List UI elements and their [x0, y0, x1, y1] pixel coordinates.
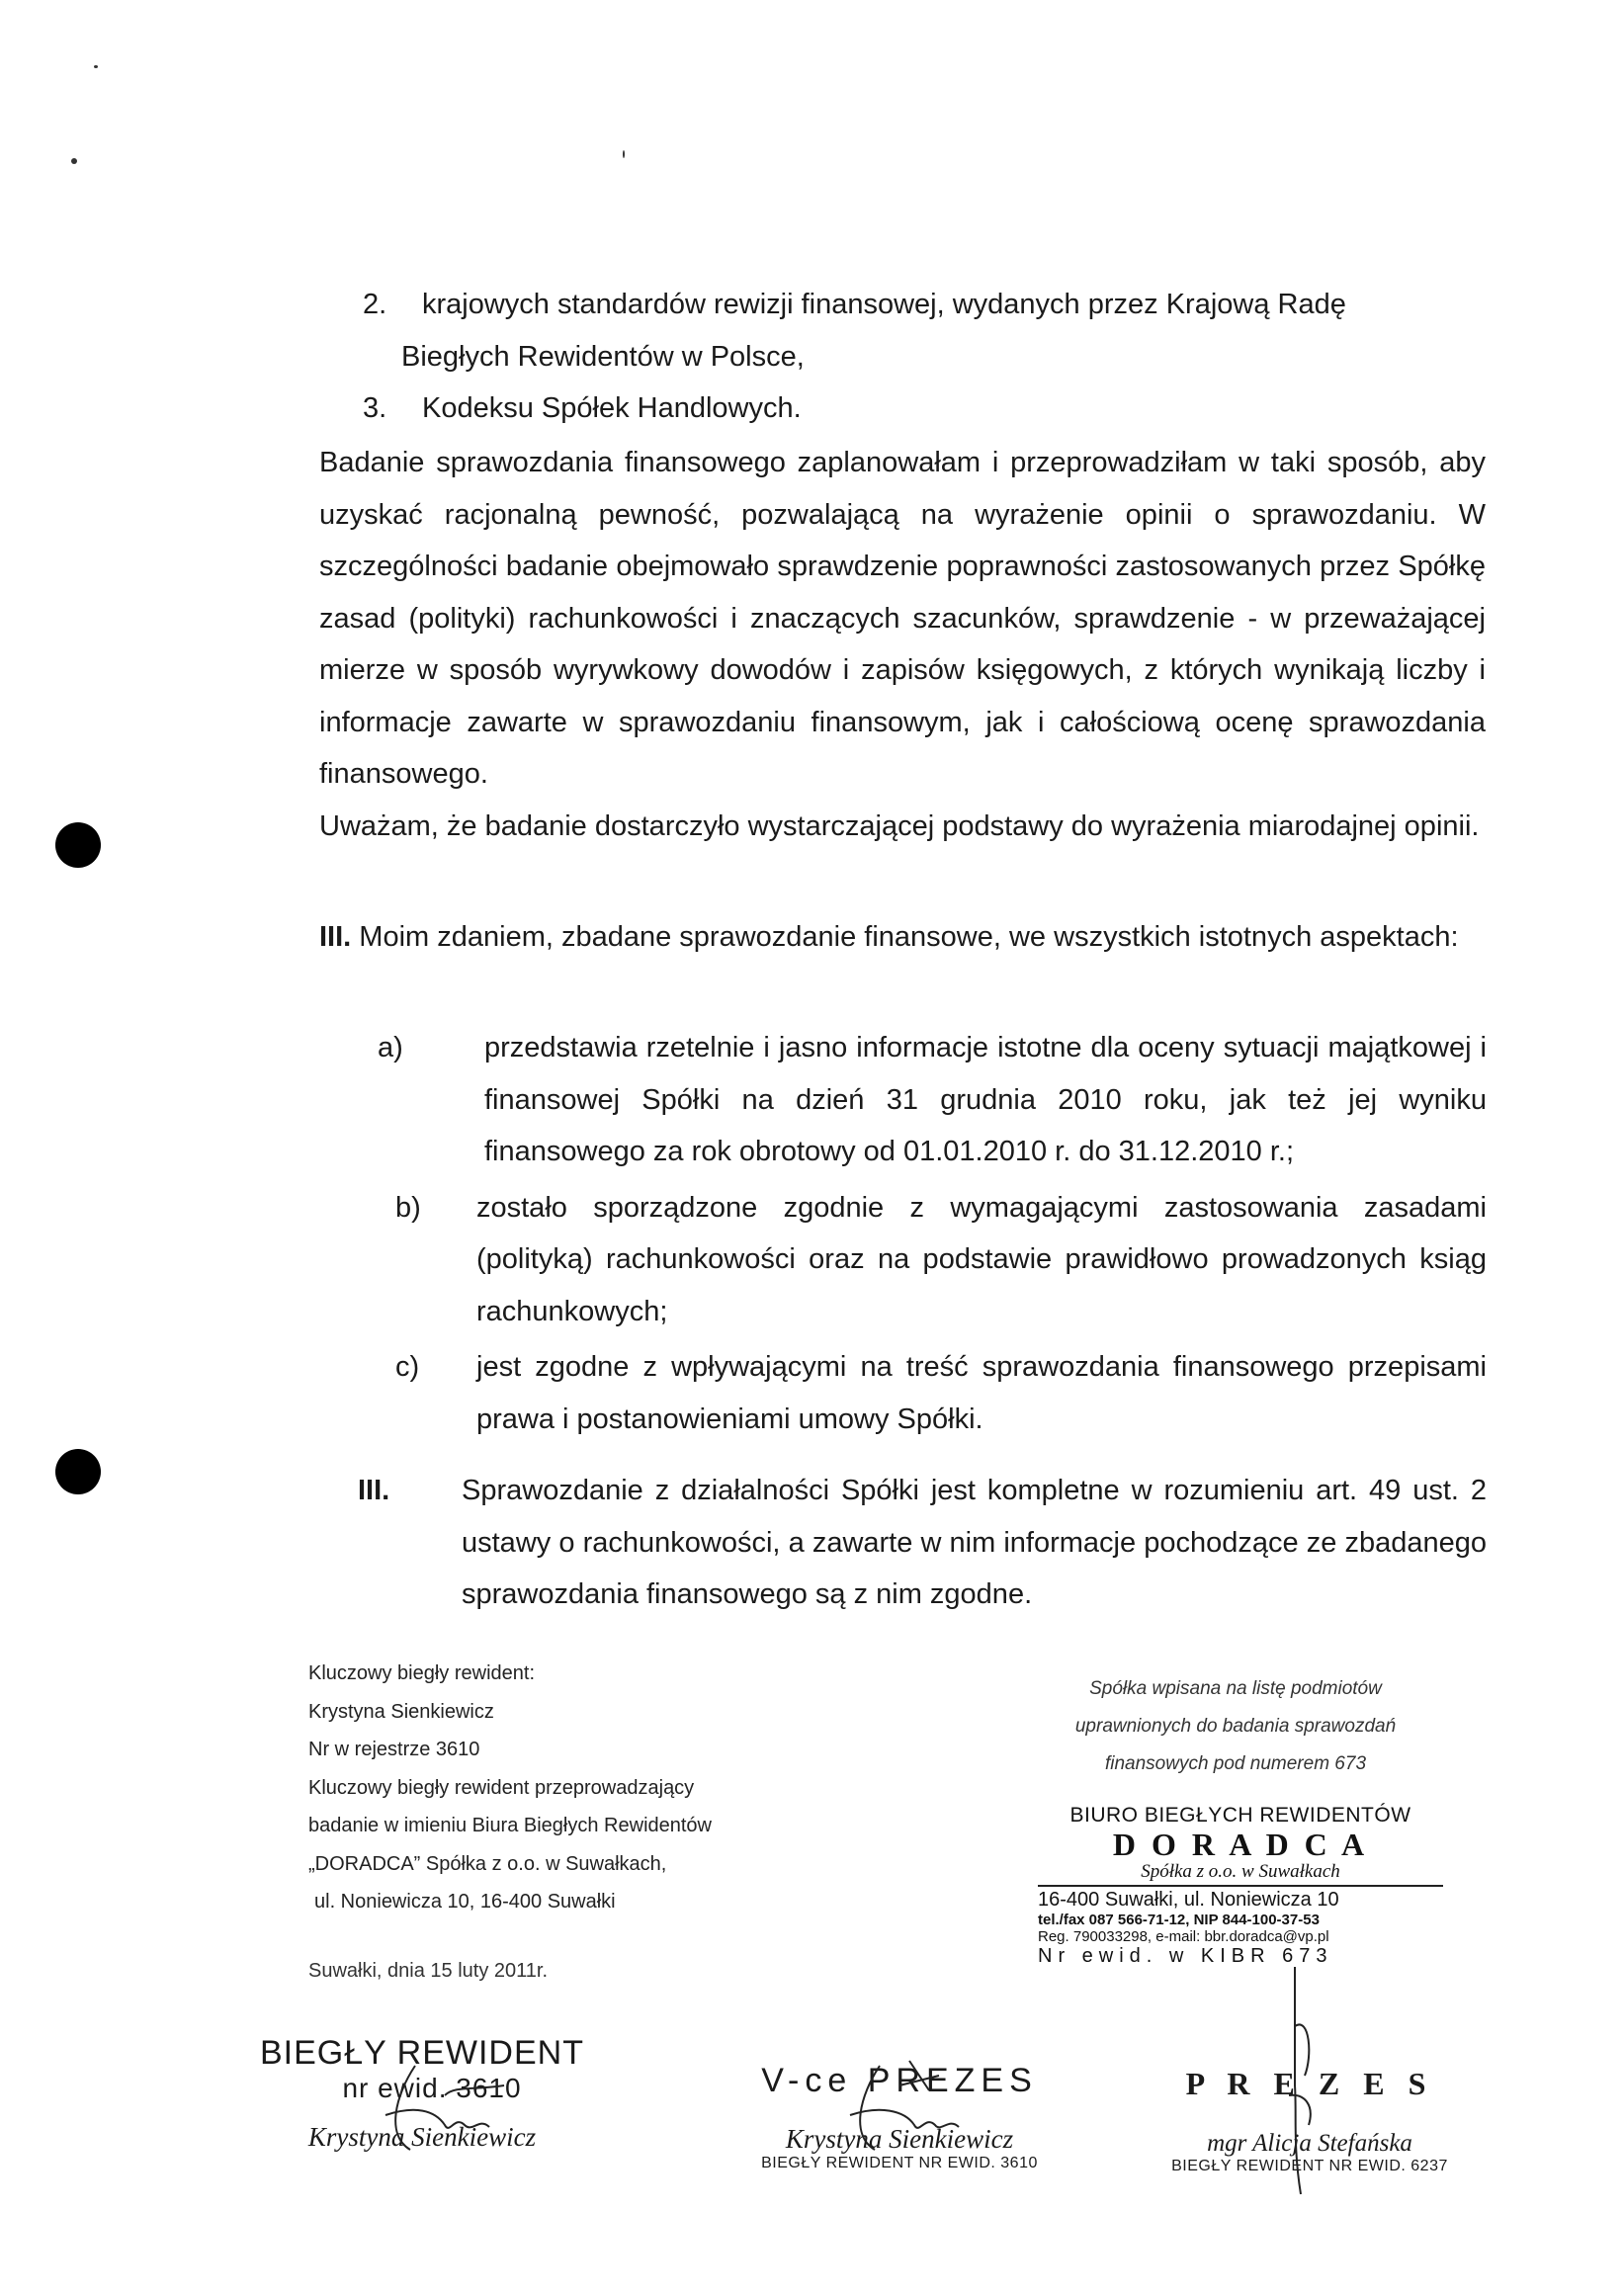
handwritten-signature	[356, 2056, 524, 2165]
punch-hole	[55, 822, 101, 868]
handwritten-signature	[1265, 1967, 1344, 2204]
opinion-section	[319, 911, 1486, 964]
opinion-point: a) przedstawia rzetelnie i jasno informacje istotne dla oceny sytuacji majątkowej i finansowej Spółki na dzień 31 grudnia 2010 roku, jak też jej wyniku finansowego za rok obrotowy od 01.01.2010 r. do 31.12.2010 r.;	[378, 1032, 1487, 1167]
management-report-section: III. Sprawozdanie z działalności Spółki jest kompletne w rozumieniu art. 49 ust. 2 ustawy o rachunkowości, a zawarte w nim informacje pochodzące ze zbadanego sprawozdania finansowego są z nim zgodne.	[358, 1475, 1487, 1610]
opinion-point: c) jest zgodne z wpływającymi na treść sprawozdania finansowego przepisami prawa i postanowieniami umowy Spółki.	[395, 1351, 1487, 1435]
handwritten-signature	[830, 2046, 998, 2165]
paragraph: Uważam, że badanie dostarczyło wystarczającej podstawy do wyrażenia miarodajnej opinii.	[319, 809, 1480, 842]
date-line: Suwałki, dnia 15 luty 2011r.	[308, 1960, 549, 1982]
list-item: 3. Kodeksu Spółek Handlowych.	[363, 392, 802, 424]
auditor-info: Kluczowy biegły rewident: Krystyna Sienkiewicz Nr w rejestrze 3610 Kluczowy biegły rewident przeprowadzający badanie w imieniu Biura Biegłych Rewidentów „DORADCA” Spółka z o.o. w Suwałkach, ul. Noniewicza 10, 16-400 Suwałki	[308, 1662, 712, 1913]
audit-description	[319, 437, 1486, 852]
scan-speck	[94, 65, 98, 68]
legal-basis-list	[319, 279, 1486, 435]
opinion-intro: III. Moim zdaniem, zbadane sprawozdanie finansowe, we wszystkich istotnych aspektach:	[319, 921, 1459, 953]
opinion-points	[378, 1022, 1487, 1445]
firm-registration-note: Spółka wpisana na listę podmiotów uprawnionych do badania sprawozdań finansowych pod numerem 673	[1074, 1678, 1397, 1774]
signature-block-auditor: BIEGŁY REWIDENT nr ewid. 3610 Krystyna Sienkiewicz	[260, 2034, 584, 2152]
firm-stamp: BIURO BIEGŁYCH REWIDENTÓW D O R A D C A Spółka z o.o. w Suwałkach 16-400 Suwałki, ul. Noniewicza 10 tel./fax 087 566-71-12, NIP 844-100-37-53 Reg. 790033298, e-mail: bbr.doradca@vp.pl Nr ewid. w KIBR 673	[1038, 1804, 1443, 1968]
list-item: 2. krajowych standardów rewizji finansowej, wydanych przez Krajową Radę	[363, 289, 1346, 320]
scan-speck	[623, 150, 625, 158]
scan-speck	[71, 158, 77, 164]
punch-hole	[55, 1449, 101, 1494]
signature-block-president: P R E Z E S mgr Alicja Stefańska BIEGŁY REWIDENT NR EWID. 6237	[1171, 2066, 1448, 2174]
opinion-point: b) zostało sporządzone zgodnie z wymagającymi zastosowania zasadami (polityką) rachunkowości oraz na podstawie prawidłowo prowadzonych ksiąg rachunkowych;	[395, 1191, 1487, 1327]
list-item-continuation: Biegłych Rewidentów w Polsce,	[401, 340, 805, 373]
signature-block-vice-president: V-ce PREZES Krystyna Sienkiewicz BIEGŁY REWIDENT NR EWID. 3610	[761, 2062, 1038, 2171]
paragraph: Badanie sprawozdania finansowego zaplanowałam i przeprowadziłam w taki sposób, aby uzyskać racjonalną pewność, pozwalającą na wyrażenie opinii o sprawozdaniu. W szczególności badanie obejmowało sprawdzenie poprawności zastosowanych przez Spółkę zasad (polityki) rachunkowości i znaczących szacunków, sprawdzenie - w przeważającej mierze w sposób wyrywkowy dowodów i zapisów księgowych, z których wynikają liczby i informacje zawarte w sprawozdaniu finansowym, jak i całościową ocenę sprawozdania finansowego.	[319, 447, 1486, 790]
